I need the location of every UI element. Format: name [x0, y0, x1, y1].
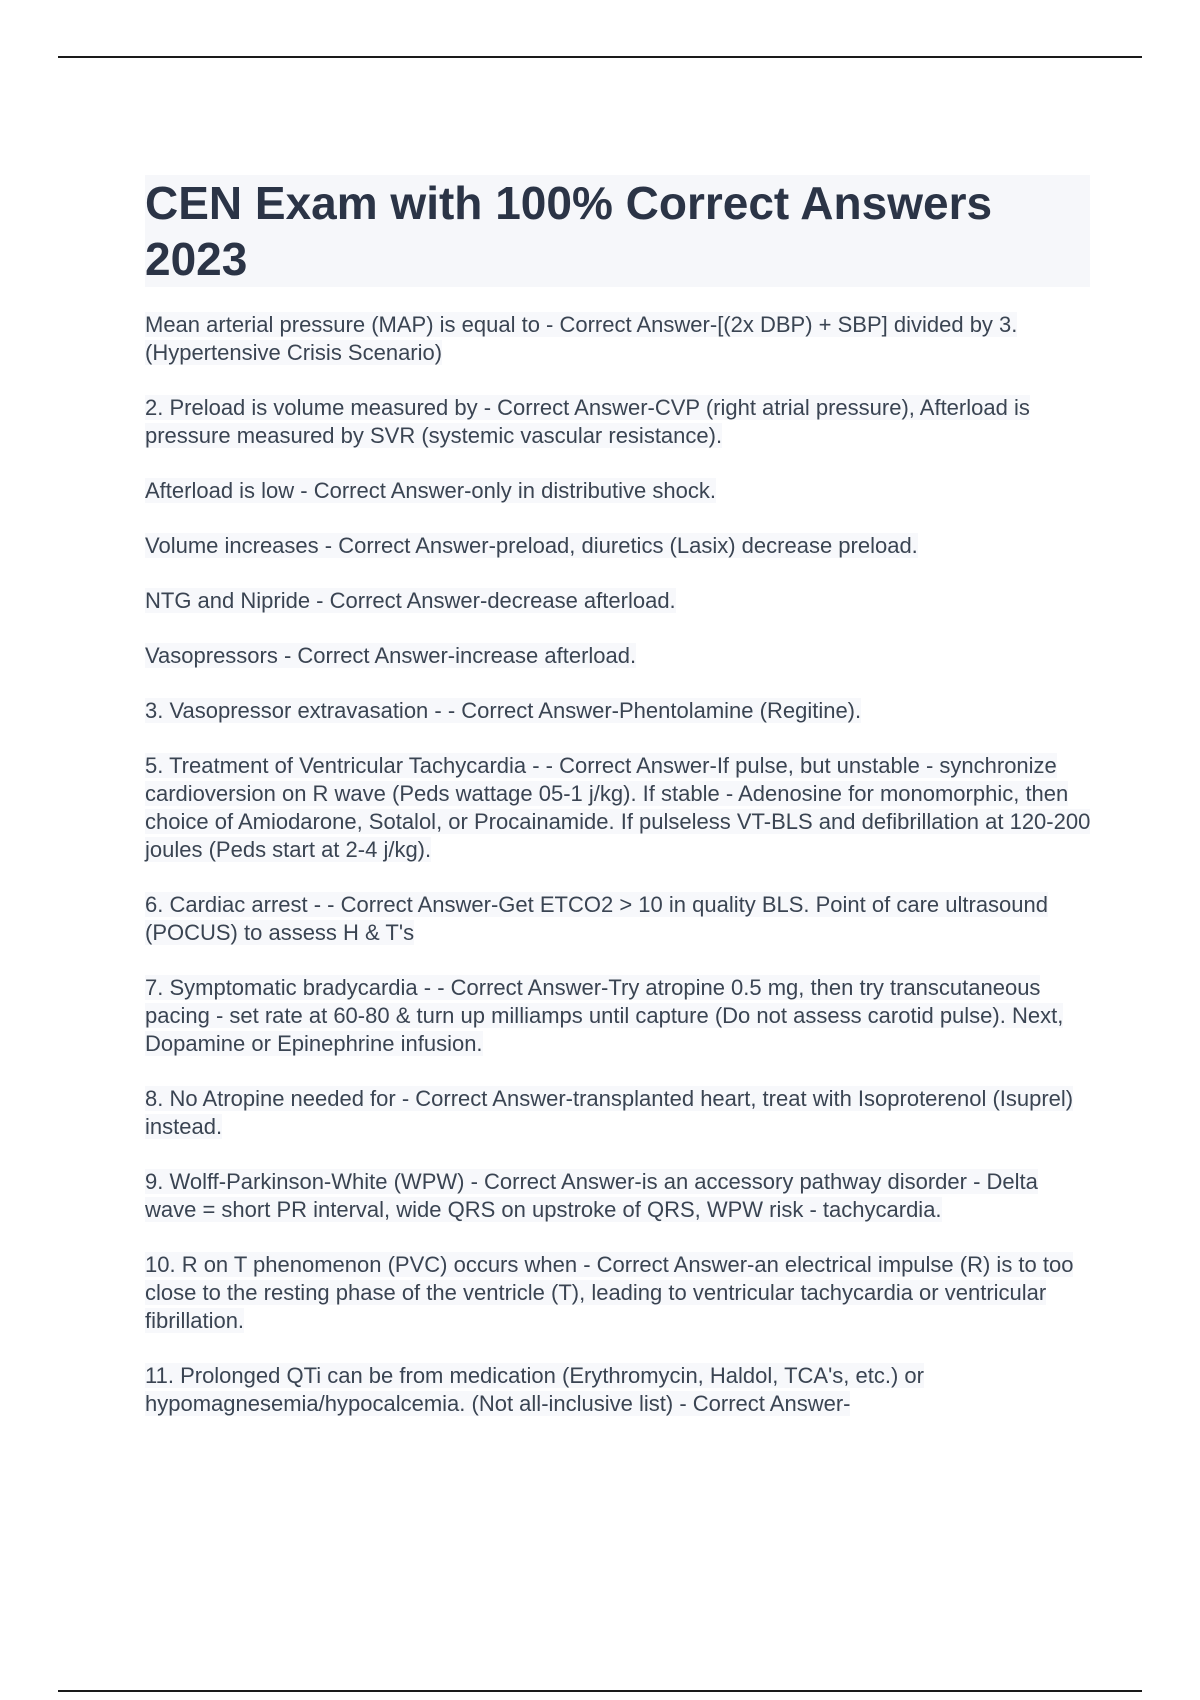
qa-text: Vasopressors - Correct Answer-increase afterload.: [145, 643, 637, 668]
qa-text: 6. Cardiac arrest - - Correct Answer-Get ETCO2 > 10 in quality BLS. Point of care ultrasound (POCUS) to assess H & T's: [145, 892, 1048, 945]
qa-item-6: [145, 642, 1095, 670]
qa-item-3: [145, 477, 1095, 505]
qa-item-12: [145, 1168, 1095, 1224]
qa-text: NTG and Nipride - Correct Answer-decrease afterload.: [145, 588, 676, 613]
qa-list: [145, 311, 1095, 1445]
page-title: CEN Exam with 100% Correct Answers 2023: [145, 177, 993, 285]
qa-text: 11. Prolonged QTi can be from medication (Erythromycin, Haldol, TCA's, etc.) or hypomagnesemia/hypocalcemia. (Not all-inclusive list) - Correct Answer-: [145, 1363, 924, 1416]
qa-text: 5. Treatment of Ventricular Tachycardia - - Correct Answer-If pulse, but unstable - synchronize cardioversion on R wave (Peds wattage 05-1 j/kg). If stable - Adenosine for monomorphic, then choice of Amiodarone, Sotalol, or Procainamide. If pulseless VT-BLS and defibrillation at 120-200 joules (Peds start at 2-4 j/kg).: [145, 753, 1091, 862]
qa-item-7: [145, 697, 1095, 725]
qa-item-14: [145, 1362, 1095, 1418]
qa-text: 3. Vasopressor extravasation - - Correct Answer-Phentolamine (Regitine).: [145, 698, 862, 723]
qa-text: Afterload is low - Correct Answer-only in distributive shock.: [145, 478, 716, 503]
qa-text: 2. Preload is volume measured by - Correct Answer-CVP (right atrial pressure), Afterload is pressure measured by SVR (systemic vascular resistance).: [145, 395, 1030, 448]
qa-item-9: [145, 891, 1095, 947]
qa-item-11: [145, 1085, 1095, 1141]
qa-item-10: [145, 974, 1095, 1058]
top-rule: [58, 56, 1142, 58]
qa-text: Mean arterial pressure (MAP) is equal to - Correct Answer-[(2x DBP) + SBP] divided by 3. (Hypertensive Crisis Scenario): [145, 312, 1018, 365]
qa-item-13: [145, 1251, 1095, 1335]
qa-text: Volume increases - Correct Answer-preload, diuretics (Lasix) decrease preload.: [145, 533, 918, 558]
qa-text: 10. R on T phenomenon (PVC) occurs when - Correct Answer-an electrical impulse (R) is to too close to the resting phase of the ventricle (T), leading to ventricular tachycardia or ventricular fibrillation.: [145, 1252, 1074, 1333]
qa-item-5: [145, 587, 1095, 615]
qa-text: 7. Symptomatic bradycardia - - Correct Answer-Try atropine 0.5 mg, then try transcutaneous pacing - set rate at 60-80 & turn up milliamps until capture (Do not assess carotid pulse). Next, Dopamine or Epinephrine infusion.: [145, 975, 1064, 1056]
qa-item-1: [145, 311, 1095, 367]
bottom-rule: [58, 1690, 1142, 1692]
qa-text: 8. No Atropine needed for - Correct Answer-transplanted heart, treat with Isoproterenol (Isuprel) instead.: [145, 1086, 1074, 1139]
qa-text: 9. Wolff-Parkinson-White (WPW) - Correct Answer-is an accessory pathway disorder - Delta wave = short PR interval, wide QRS on upstroke of QRS, WPW risk - tachycardia.: [145, 1169, 1038, 1222]
qa-item-8: [145, 752, 1095, 864]
title-block: [145, 175, 1090, 287]
qa-item-4: [145, 532, 1095, 560]
qa-item-2: [145, 394, 1095, 450]
